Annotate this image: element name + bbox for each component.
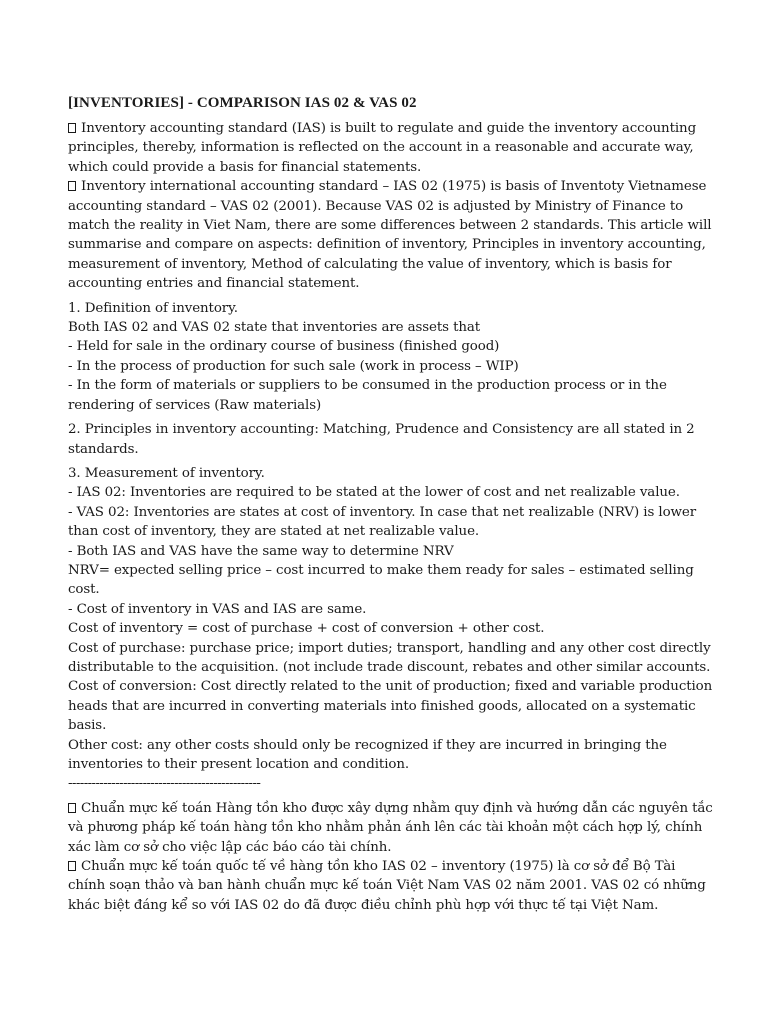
section-definition <box>68 299 713 415</box>
intro-en-text-2: Inventory international accounting standard – IAS 02 (1975) is basis of Inventoty Vietnamese accounting standard – VAS 02 (2001). Because VAS 02 is adjusted by Ministry of Finance to match the reality in Viet Nam, there are some differences between 2 standards. This article will summarise and compare on aspects: definition of inventory, Principles in inventory accounting, measurement of inventory, Method of calculating the value of inventory, which is basis for accounting entries and financial statement. <box>68 179 712 292</box>
intro-en-paragraph-1 <box>68 119 713 177</box>
intro-vi-text-1: Chuẩn mực kế toán Hàng tồn kho được xây dựng nhằm quy định và hướng dẫn các nguyên tắc và phương pháp kế toán hàng tồn kho nhằm phản ánh lên các tài khoản một cách hợp lý, chính xác làm cơ sở cho việc lập các báo cáo tài chính. <box>68 800 713 855</box>
section-1-line: - In the form of materials or suppliers to be consumed in the production process or in the rendering of services (Raw materials) <box>68 378 667 413</box>
section-1-heading: 1. Definition of inventory. <box>68 300 238 316</box>
section-1-line: - In the process of production for such sale (work in process – WIP) <box>68 358 519 374</box>
section-3-line: NRV= expected selling price – cost incurred to make them ready for sales – estimated selling cost. <box>68 562 694 598</box>
bullet-box-icon <box>68 803 76 813</box>
document-page <box>68 94 713 915</box>
section-3-heading: 3. Measurement of inventory. <box>68 465 265 481</box>
section-3-line: Other cost: any other costs should only be recognized if they are incurred in bringing the inventories to their present location and condition. <box>68 737 667 772</box>
section-vietnamese <box>68 799 713 915</box>
intro-en-text-1: Inventory accounting standard (IAS) is built to regulate and guide the inventory accounting principles, thereby, information is reflected on the account in a reasonable and accurate way, which could provide a basis for financial statements. <box>68 121 697 175</box>
intro-vi-text-2: Chuẩn mực kế toán quốc tế về hàng tồn kho IAS 02 – inventory (1975) là cơ sở để Bộ Tài chính soạn thảo và ban hành chuẩn mực kế toán Việt Nam VAS 02 năm 2001. VAS 02 có những khác biệt đáng kể so với IAS 02 do đã được điều chỉnh phù hợp với thực tế tại Việt Nam. <box>68 859 706 913</box>
intro-vi-paragraph-1 <box>68 799 713 857</box>
bullet-box-icon <box>68 861 76 871</box>
document-title: [INVENTORIES] - COMPARISON IAS 02 & VAS 02 <box>68 95 417 111</box>
section-3-line: - Cost of inventory in VAS and IAS are same. <box>68 601 367 617</box>
section-3-line: - VAS 02: Inventories are states at cost of inventory. In case that net realizable (NRV) is lower than cost of inventory, they are stated at net realizable value. <box>68 504 697 540</box>
bullet-box-icon <box>68 181 76 191</box>
section-divider: ------------------------------------------------- <box>68 776 261 792</box>
section-2-heading: 2. Principles in inventory accounting: Matching, Prudence and Consistency are all stated in 2 standards. <box>68 422 695 457</box>
intro-vi-paragraph-2 <box>68 857 713 915</box>
section-3-line: Cost of conversion: Cost directly related to the unit of production; fixed and variable production heads that are incurred in converting materials into finished goods, allocated on a systematic basis. <box>68 679 713 734</box>
bullet-box-icon <box>68 123 76 133</box>
section-3-line: Cost of inventory = cost of purchase + cost of conversion + other cost. <box>68 621 545 637</box>
section-3-line: - Both IAS and VAS have the same way to determine NRV <box>68 543 454 559</box>
section-measurement <box>68 464 713 775</box>
section-3-line: Cost of purchase: purchase price; import duties; transport, handling and any other cost directly distributable to the acquisition. (not include trade discount, rebates and other similar accounts. <box>68 640 711 675</box>
section-1-line: Both IAS 02 and VAS 02 state that inventories are assets that <box>68 320 481 336</box>
section-1-line: - Held for sale in the ordinary course of business (finished good) <box>68 339 500 355</box>
section-principles <box>68 420 713 459</box>
intro-en-paragraph-2 <box>68 177 713 293</box>
section-3-line: - IAS 02: Inventories are required to be stated at the lower of cost and net realizable value. <box>68 485 680 501</box>
